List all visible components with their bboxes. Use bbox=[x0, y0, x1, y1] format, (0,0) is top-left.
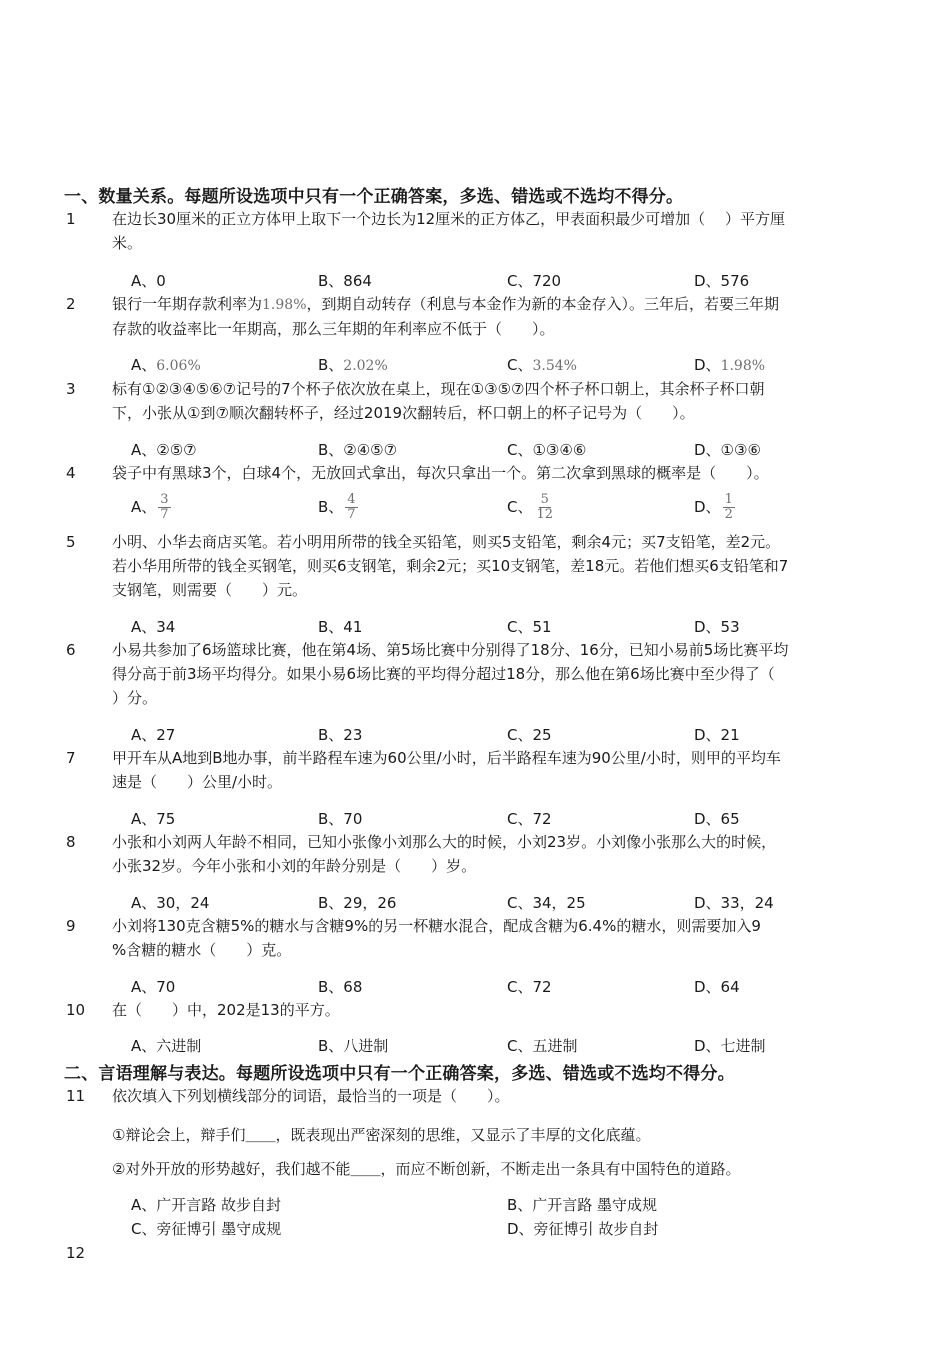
question-7-line-1: 甲开车从A地到B地办事，前半路程车速为60公里/小时，后半路程车速为90公里/小时，则甲的平均车 bbox=[112, 749, 781, 767]
question-6-text bbox=[112, 638, 860, 710]
question-11-stem: 依次填入下列划横线部分的词语，最恰当的一项是（ ）。 bbox=[112, 1087, 510, 1105]
question-4-text bbox=[112, 461, 860, 485]
question-3-option-c[interactable]: C、①③④⑥ bbox=[507, 441, 587, 459]
question-7-option-a[interactable]: A、75 bbox=[131, 810, 176, 828]
question-10-option-d[interactable]: D、七进制 bbox=[694, 1037, 766, 1055]
question-6-line-1: 小易共参加了6场篮球比赛，他在第4场、第5场比赛中分别得了18分、16分，已知小易前5场比赛平均 bbox=[112, 641, 789, 659]
question-3-line-2: 下，小张从①到⑦顺次翻转杯子，经过2019次翻转后，杯口朝上的杯子记号为（ ）。 bbox=[112, 404, 695, 422]
option-value: 3.54% bbox=[532, 358, 577, 374]
question-11-option-b[interactable]: B、广开言路 墨守成规 bbox=[507, 1196, 658, 1214]
question-8-line-1: 小张和小刘两人年龄不相同，已知小张像小刘那么大的时候，小刘23岁。小刘像小张那么大的时候， bbox=[112, 833, 777, 851]
question-5-number: 5 bbox=[66, 533, 76, 551]
question-4-option-d[interactable] bbox=[694, 493, 735, 522]
question-2-line-1 bbox=[112, 292, 860, 317]
question-6-option-b[interactable]: B、23 bbox=[318, 726, 363, 744]
question-2-line-1-pre: 银行一年期存款利率为 bbox=[112, 295, 263, 313]
question-2-line-2: 存款的收益率比一年期高，那么三年期的年利率应不低于（ ）。 bbox=[112, 320, 555, 338]
denominator: 7 bbox=[347, 507, 356, 522]
question-8-option-a[interactable]: A、30，24 bbox=[131, 894, 210, 912]
question-7-line-2: 速是（ ）公里/小时。 bbox=[112, 773, 283, 791]
option-label: D、 bbox=[694, 356, 721, 374]
question-10-option-b[interactable]: B、八进制 bbox=[318, 1037, 389, 1055]
denominator: 12 bbox=[536, 507, 554, 522]
question-6-option-a[interactable]: A、27 bbox=[131, 726, 176, 744]
question-5-text bbox=[112, 530, 860, 602]
fraction bbox=[534, 493, 555, 522]
question-3-number: 3 bbox=[66, 380, 76, 398]
question-4-number: 4 bbox=[66, 464, 76, 482]
question-2-option-a[interactable] bbox=[131, 354, 201, 375]
question-1-option-c[interactable]: C、720 bbox=[507, 272, 562, 290]
question-2-line-1-post: ，到期自动转存（利息与本金作为新的本金存入）。三年后，若要三年期 bbox=[306, 295, 780, 313]
question-5-option-c[interactable]: C、51 bbox=[507, 618, 552, 636]
question-12-number: 12 bbox=[66, 1244, 86, 1262]
question-10-line-1: 在（ ）中，202是13的平方。 bbox=[112, 1001, 340, 1019]
numerator: 4 bbox=[347, 492, 356, 507]
question-5-option-d[interactable]: D、53 bbox=[694, 618, 740, 636]
question-3-option-b[interactable]: B、②④⑤⑦ bbox=[318, 441, 398, 459]
question-2-number: 2 bbox=[66, 295, 76, 313]
question-3-option-a[interactable]: A、②⑤⑦ bbox=[131, 441, 197, 459]
question-8-text bbox=[112, 830, 860, 878]
option-label: B、 bbox=[318, 498, 344, 516]
question-8-line-2: 小张32岁。今年小张和小刘的年龄分别是（ ）岁。 bbox=[112, 857, 477, 875]
question-7-text bbox=[112, 746, 860, 794]
question-10-option-a[interactable]: A、六进制 bbox=[131, 1037, 202, 1055]
question-2-rate: 1.98% bbox=[262, 297, 307, 313]
option-label: D、 bbox=[694, 498, 721, 516]
option-label: B、 bbox=[318, 356, 344, 374]
question-11-sentence-2: ②对外开放的形势越好，我们越不能＿＿，而应不断创新，不断走出一条具有中国特色的道路。 bbox=[112, 1160, 741, 1178]
numerator: 1 bbox=[724, 492, 733, 507]
question-4-line-1: 袋子中有黑球3个，白球4个，无放回式拿出，每次只拿出一个。第二次拿到黑球的概率是（ ）。 bbox=[112, 464, 769, 482]
question-6-option-d[interactable]: D、21 bbox=[694, 726, 740, 744]
option-value: 2.02% bbox=[343, 358, 388, 374]
question-7-option-b[interactable]: B、70 bbox=[318, 810, 363, 828]
question-3-line-1: 标有①②③④⑤⑥⑦记号的7个杯子依次放在桌上，现在①③⑤⑦四个杯子杯口朝上，其余杯子杯口朝 bbox=[112, 380, 765, 398]
question-11-option-a[interactable]: A、广开言路 故步自封 bbox=[131, 1196, 282, 1214]
question-10-text bbox=[112, 998, 860, 1022]
question-4-option-b[interactable] bbox=[318, 493, 358, 522]
question-8-option-c[interactable]: C、34，25 bbox=[507, 894, 586, 912]
question-5-option-b[interactable]: B、41 bbox=[318, 618, 363, 636]
question-9-option-b[interactable]: B、68 bbox=[318, 978, 363, 996]
question-6-line-3: ）分。 bbox=[112, 689, 158, 707]
question-3-option-d[interactable]: D、①③⑥ bbox=[694, 441, 761, 459]
option-label: C、 bbox=[507, 498, 533, 516]
question-1-option-b[interactable]: B、864 bbox=[318, 272, 372, 290]
question-8-option-d[interactable]: D、33，24 bbox=[694, 894, 774, 912]
option-label: A、 bbox=[131, 356, 157, 374]
fraction bbox=[345, 493, 357, 522]
question-1-line-1: 在边长30厘米的正立方体甲上取下一个边长为12厘米的正方体乙，甲表面积最少可增加（ ）平方厘 bbox=[112, 210, 785, 228]
question-2-option-b[interactable] bbox=[318, 354, 388, 375]
question-7-option-d[interactable]: D、65 bbox=[694, 810, 740, 828]
question-10-option-c[interactable]: C、五进制 bbox=[507, 1037, 578, 1055]
question-3-text bbox=[112, 377, 860, 425]
question-11-option-d[interactable]: D、旁征博引 故步自封 bbox=[507, 1220, 659, 1238]
question-1-option-a[interactable]: A、0 bbox=[131, 272, 166, 290]
question-11-number: 11 bbox=[66, 1087, 86, 1105]
question-4-option-a[interactable] bbox=[131, 493, 171, 522]
option-value: 6.06% bbox=[156, 358, 201, 374]
question-6-option-c[interactable]: C、25 bbox=[507, 726, 552, 744]
question-5-line-2: 若小华用所带的钱全买钢笔，则买6支钢笔，剩余2元；买10支钢笔，差18元。若他们想买6支铅笔和7 bbox=[112, 557, 789, 575]
question-1-option-d[interactable]: D、576 bbox=[694, 272, 750, 290]
question-2-text bbox=[112, 292, 860, 341]
question-5-line-1: 小明、小华去商店买笔。若小明用所带的钱全买铅笔，则买5支铅笔，剩余4元；买7支铅笔，差2元。 bbox=[112, 533, 781, 551]
question-9-number: 9 bbox=[66, 917, 76, 935]
question-1-text bbox=[112, 207, 860, 255]
option-label: A、 bbox=[131, 498, 157, 516]
question-7-option-c[interactable]: C、72 bbox=[507, 810, 552, 828]
question-6-number: 6 bbox=[66, 641, 76, 659]
option-value: 1.98% bbox=[720, 358, 766, 374]
question-9-line-2: %含糖的糖水（ ）克。 bbox=[112, 941, 292, 959]
question-1-line-2: 米。 bbox=[112, 234, 143, 252]
question-8-number: 8 bbox=[66, 833, 76, 851]
question-11-sentence-1: ①辩论会上，辩手们＿＿，既表现出严密深刻的思维，又显示了丰厚的文化底蕴。 bbox=[112, 1126, 651, 1144]
option-label: C、 bbox=[507, 356, 533, 374]
question-9-line-1: 小刘将130克含糖5%的糖水与含糖9%的另一杯糖水混合，配成含糖为6.4%的糖水，则需要加入9 bbox=[112, 917, 761, 935]
fraction bbox=[158, 493, 170, 522]
question-10-number: 10 bbox=[66, 1001, 86, 1019]
denominator: 2 bbox=[724, 507, 733, 522]
question-11-option-c[interactable]: C、旁征博引 墨守成规 bbox=[131, 1220, 282, 1238]
denominator: 7 bbox=[160, 507, 169, 522]
question-9-option-a[interactable]: A、70 bbox=[131, 978, 176, 996]
numerator: 3 bbox=[160, 492, 169, 507]
section-1-title: 一、数量关系。每题所设选项中只有一个正确答案，多选、错选或不选均不得分。 bbox=[64, 187, 684, 207]
question-9-option-d[interactable]: D、64 bbox=[694, 978, 740, 996]
section-2-title: 二、言语理解与表达。每题所设选项中只有一个正确答案，多选、错选或不选均不得分。 bbox=[64, 1064, 735, 1084]
question-2-option-d[interactable] bbox=[694, 354, 765, 375]
question-5-option-a[interactable]: A、34 bbox=[131, 618, 176, 636]
question-4-option-c[interactable] bbox=[507, 493, 555, 522]
numerator: 5 bbox=[540, 492, 549, 507]
question-9-option-c[interactable]: C、72 bbox=[507, 978, 552, 996]
question-5-line-3: 支钢笔，则需要（ ）元。 bbox=[112, 581, 308, 599]
fraction bbox=[723, 493, 735, 522]
question-8-option-b[interactable]: B、29，26 bbox=[318, 894, 397, 912]
question-6-line-2: 得分高于前3场平均得分。如果小易6场比赛的平均得分超过18分，那么他在第6场比赛中至少得了（ bbox=[112, 665, 775, 683]
question-1-number: 1 bbox=[66, 210, 76, 228]
question-9-text bbox=[112, 914, 860, 962]
question-2-option-c[interactable] bbox=[507, 354, 577, 375]
question-7-number: 7 bbox=[66, 749, 76, 767]
